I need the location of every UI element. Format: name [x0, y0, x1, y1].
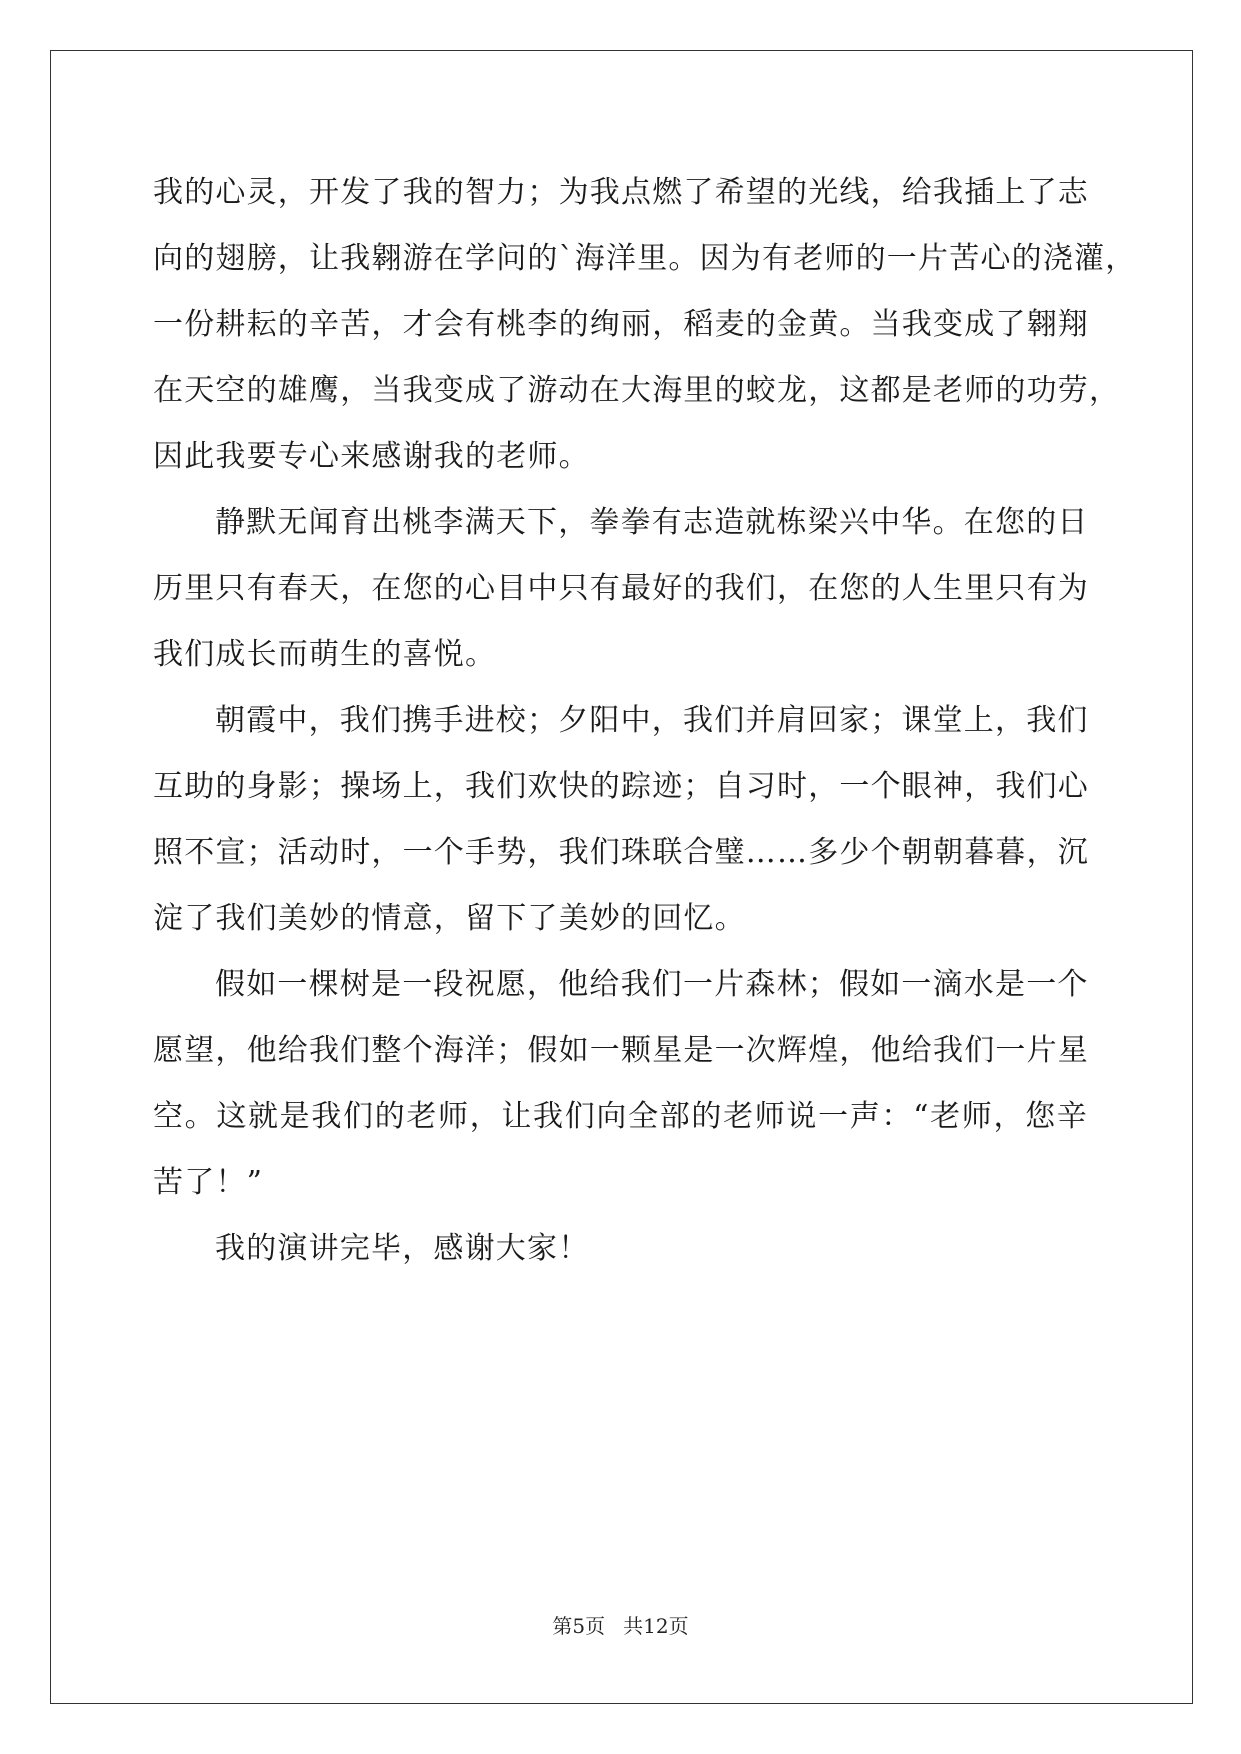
text-line: 苦了！”	[153, 1165, 264, 1200]
paragraph-first-line: 静默无闻育出桃李满天下，拳拳有志造就栋梁兴中华。在您的日	[215, 505, 1089, 540]
text-line: 照不宣；活动时，一个手势，我们珠联合璧……多少个朝朝暮暮，沉	[153, 835, 1089, 870]
text-line: 在天空的雄鹰，当我变成了游动在大海里的蛟龙，这都是老师的功劳，	[153, 373, 1121, 408]
text-line: 我们成长而萌生的喜悦。	[153, 637, 497, 672]
text-line: 一份耕耘的辛苦，才会有桃李的绚丽，稻麦的金黄。当我变成了翱翔	[153, 307, 1089, 342]
text-line: 空。这就是我们的老师，让我们向全部的老师说一声：“老师，您辛	[153, 1099, 1088, 1134]
text-line: 向的翅膀，让我翱游在学问的`海洋里。因为有老师的一片苦心的浇灌，	[153, 241, 1137, 276]
text-line: 互助的身影；操场上，我们欢快的踪迹；自习时，一个眼神，我们心	[153, 769, 1089, 804]
page-number: 第5页	[552, 1614, 606, 1638]
paragraph-first-line: 朝霞中，我们携手进校；夕阳中，我们并肩回家；课堂上，我们	[215, 703, 1089, 738]
text-line: 淀了我们美妙的情意，留下了美妙的回忆。	[153, 901, 746, 936]
text-line: 历里只有春天，在您的心目中只有最好的我们，在您的人生里只有为	[153, 571, 1089, 606]
paragraph-first-line: 假如一棵树是一段祝愿，他给我们一片森林；假如一滴水是一个	[215, 967, 1089, 1002]
document-body	[153, 160, 1137, 1282]
text-line: 愿望，他给我们整个海洋；假如一颗星是一次辉煌，他给我们一片星	[153, 1033, 1089, 1068]
closing-line: 我的演讲完毕，感谢大家！	[215, 1231, 590, 1266]
text-line: 我的心灵，开发了我的智力；为我点燃了希望的光线，给我插上了志	[153, 175, 1089, 210]
page-footer	[0, 1610, 1241, 1639]
page-total: 共12页	[623, 1614, 689, 1638]
text-line: 因此我要专心来感谢我的老师。	[153, 439, 590, 474]
